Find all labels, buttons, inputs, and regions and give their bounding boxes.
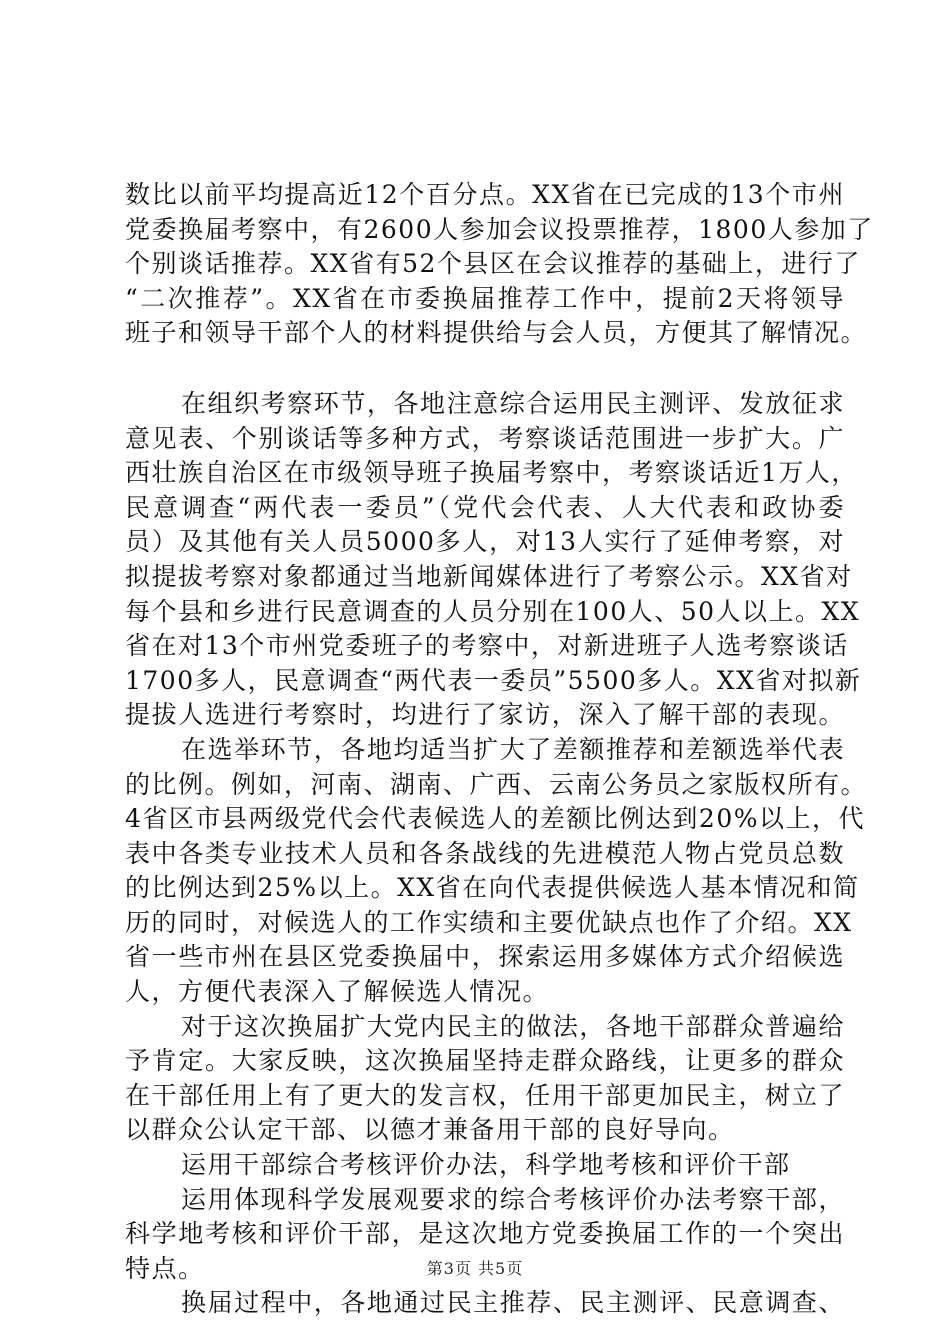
text-line: 省一些市州在县区党委换届中，探索运用多媒体方式介绍候选 <box>125 942 845 972</box>
text-line: 4省区市县两级党代会代表候选人的差额比例达到20%以上，代 <box>125 804 865 834</box>
page-number: 第3页 共5页 <box>426 1259 524 1278</box>
text-line: 对于这次换届扩大党内民主的做法，各地干部群众普遍给 <box>181 1011 845 1041</box>
text-line: 换届过程中，各地通过民主推荐、民主测评、民意调查、 <box>181 1288 845 1318</box>
text-line: “二次推荐”。XX省在市委换届推荐工作中，提前2天将领导 <box>125 283 845 313</box>
text-line: 表中各类专业技术人员和各条战线的先进模范人物占党员总数 <box>125 838 845 868</box>
paragraph-gap <box>125 351 845 387</box>
text-line: 意见表、个别谈话等多种方式，考察谈话范围进一步扩大。广 <box>125 423 845 453</box>
text-line: 数比以前平均提高近12个百分点。XX省在已完成的13个市州 <box>125 180 845 209</box>
text-line: 在干部任用上有了更大的发言权，任用干部更加民主，树立了 <box>125 1080 845 1110</box>
text-line: 科学地考核和评价干部，是这次地方党委换届工作的一个突出 <box>125 1219 845 1249</box>
text-line: 每个县和乡进行民意调查的人员分别在100人、50人以上。XX <box>125 596 861 626</box>
section-heading: 运用干部综合考核评价办法，科学地考核和评价干部 <box>181 1150 791 1180</box>
text-line: 运用体现科学发展观要求的综合考核评价办法考察干部， <box>181 1184 845 1214</box>
text-line: 1700多人，民意调查“两代表一委员”5500多人。XX省对拟新 <box>125 665 862 695</box>
text-line: 党委换届考察中，有2600人参加会议投票推荐，1800人参加了 <box>125 214 874 244</box>
text-line: 提拔人选进行考察时，均进行了家访，深入了解干部的表现。 <box>125 700 845 730</box>
text-line: 以群众公认定干部、以德才兼备用干部的良好导向。 <box>125 1115 735 1145</box>
text-line: 个别谈话推荐。XX省有52个县区在会议推荐的基础上，进行了 <box>125 249 861 279</box>
body-text <box>125 178 874 1321</box>
text-line: 特点。 <box>125 1253 205 1283</box>
text-line: 的比例。例如，河南、湖南、广西、云南公务员之家版权所有。 <box>125 769 868 799</box>
text-line: 在选举环节，各地均适当扩大了差额推荐和差额选举代表 <box>181 734 845 764</box>
text-line: 在组织考察环节，各地注意综合运用民主测评、发放征求 <box>181 388 845 418</box>
text-line: 省在对13个市州党委班子的考察中，对新进班子人选考察谈话 <box>125 631 849 661</box>
text-line: 的比例达到25%以上。XX省在向代表提供候选人基本情况和简 <box>125 873 860 903</box>
text-line: 民意调查“两代表一委员”（党代会代表、人大代表和政协委 <box>125 492 845 522</box>
text-line: 人，方便代表深入了解候选人情况。 <box>125 977 550 1007</box>
text-line: 班子和领导干部个人的材料提供给与会人员，方便其了解情况。 <box>125 318 868 348</box>
text-line: 历的同时，对候选人的工作实绩和主要优缺点也作了介绍。XX <box>125 907 853 937</box>
text-line: 西壮族自治区在市级领导班子换届考察中，考察谈话近1万人， <box>125 458 858 488</box>
text-line: 员）及其他有关人员5000多人，对13人实行了延伸考察，对 <box>125 527 845 557</box>
text-line: 予肯定。大家反映，这次换届坚持走群众路线，让更多的群众 <box>125 1046 845 1076</box>
text-line: 拟提拔考察对象都通过当地新闻媒体进行了考察公示。XX省对 <box>125 561 853 591</box>
